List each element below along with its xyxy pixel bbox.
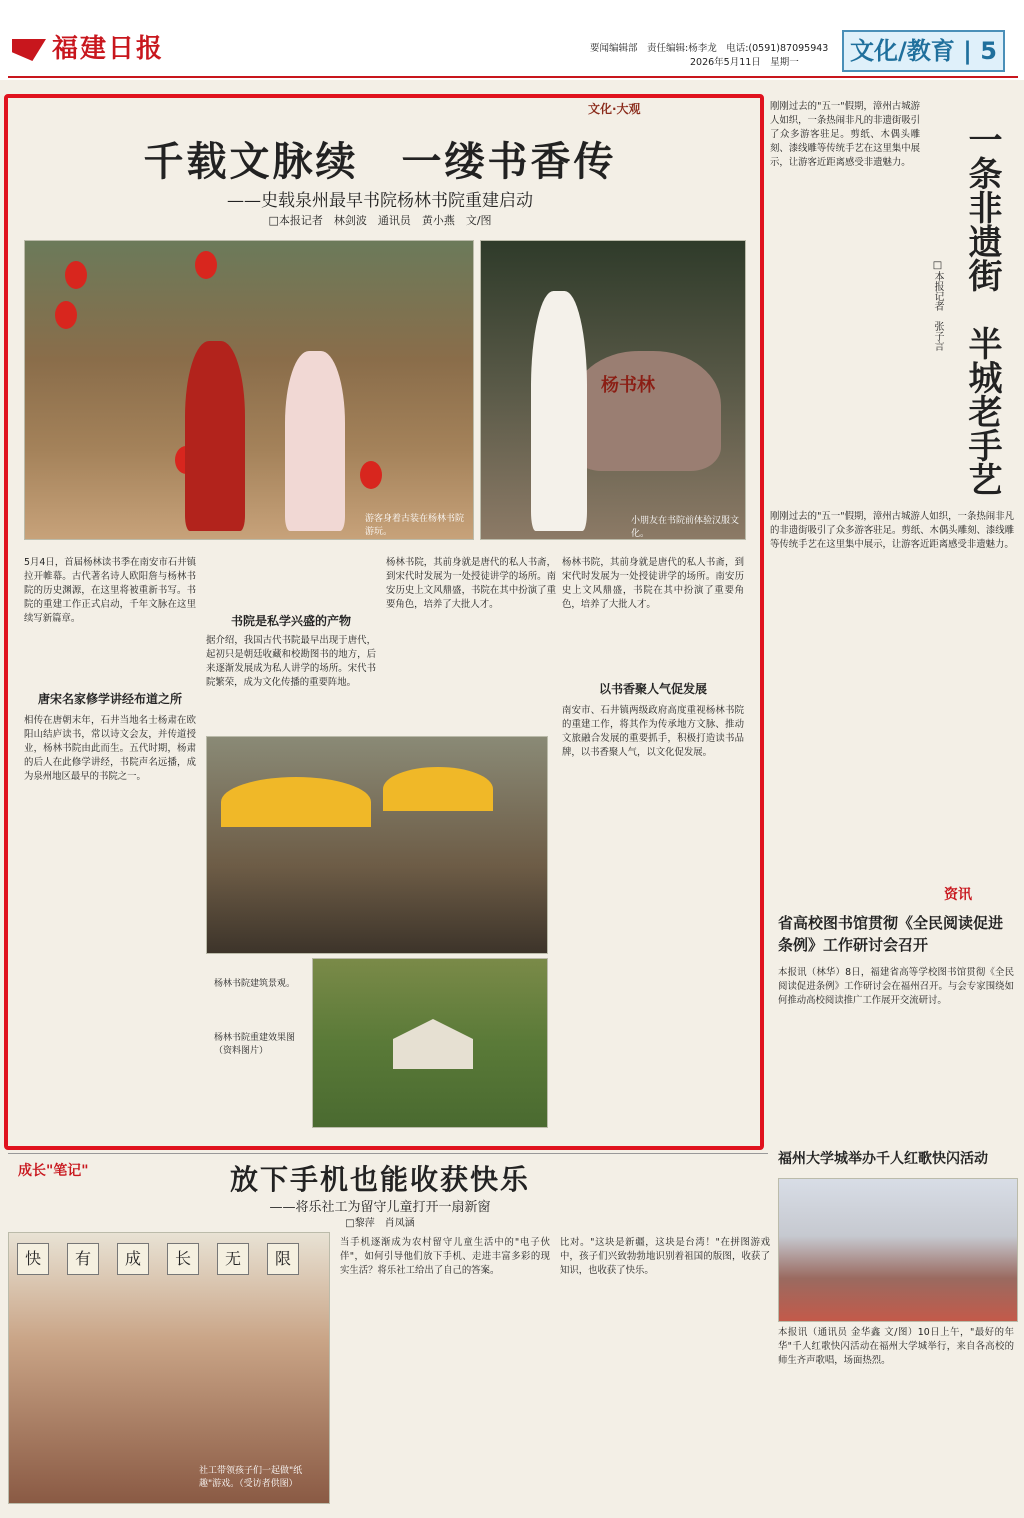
date-line: 2026年5月11日 星期一: [690, 57, 799, 68]
paper-name: 福建日报: [52, 34, 165, 64]
right-body-top: 刚刚过去的"五一"假期，漳州古城游人如织，一条热闹非凡的非遗街吸引了众多游客驻足。剪纸、木偶头雕刻、漆线雕等传统手艺在这里集中展示，让游客近距离感受非遗魅力。: [770, 101, 920, 168]
lead-col-4-top: 杨林书院，其前身就是唐代的私人书斋，到宋代时发展为一处授徒讲学的场所。南安历史上文风鼎盛，书院在其中扮演了重要角色，培养了大批人才。: [562, 557, 744, 610]
news-title: 省高校图书馆贯彻《全民阅读促进条例》工作研讨会召开: [778, 914, 1004, 954]
photo-caption-4: 杨林书院重建效果图（资料图片）: [214, 1033, 296, 1056]
fz-body: 本报讯（通讯员 金华鑫 文/图）10日上午，"最好的年华"千人红歌快闪活动在福州大学城举行，来自各高校的师生齐声歌唱，场面热烈。: [778, 1327, 1014, 1366]
logo-mark-icon: [12, 39, 46, 61]
highlight-frame: [4, 94, 764, 1150]
sign-char: 无: [217, 1243, 249, 1275]
section-label: 文化·大观: [588, 102, 641, 116]
fz-title: 福州大学城举办千人红歌快闪活动: [778, 1151, 988, 1167]
bottom-headline: 放下手机也能收获快乐: [229, 1163, 530, 1196]
bottom-col-1: 当手机逐渐成为农村留守儿童生活中的"电子伙伴"，如何引导他们放下手机、走进丰富多彩的现实生活？将乐社工给出了自己的答案。: [340, 1237, 550, 1276]
lead-byline: □本报记者 林剑波 通讯员 黄小燕 文/图: [268, 214, 492, 227]
news-header: 资讯: [944, 887, 972, 903]
stone-inscription: 杨书林: [601, 375, 655, 396]
photo-kids-activity: [8, 1232, 330, 1504]
sign-char: 限: [267, 1243, 299, 1275]
lead-col-4: 南安市、石井镇两级政府高度重视杨林书院的重建工作，将其作为传承地方文脉、推动文旅融合发展的重要抓手，积极打造读书品牌，以书香聚人气，以文化促发展。: [562, 705, 744, 758]
bottom-byline: □黎萍 肖凤涵: [345, 1218, 415, 1229]
lead-col-2-subtitle: 书院是私学兴盛的产物: [230, 614, 351, 628]
lead-col-3: 杨林书院，其前身就是唐代的私人书斋，到宋代时发展为一处授徒讲学的场所。南安历史上文风鼎盛，书院在其中扮演了重要角色，培养了大批人才。: [386, 557, 556, 610]
bottom-col-2: 比对。"这块是新疆，这块是台湾！"在拼图游戏中，孩子们兴致勃勃地识别着祖国的版图，收获了知识，也收获了快乐。: [560, 1237, 770, 1276]
lead-col-1: 5月4日，首届杨林读书季在南安市石井镇拉开帷幕。古代著名诗人欧阳詹与杨林书院的历史渊源，在这里将被重新书写。书院的重建工作正式启动，千年文脉在这里续写新篇章。: [24, 557, 196, 624]
sign-char: 长: [167, 1243, 199, 1275]
photo-caption-2: 小朋友在书院前体验汉服文化。: [631, 516, 740, 539]
photo-caption-kids: 社工带领孩子们一起做"纸趣"游戏。（受访者供图）: [199, 1466, 303, 1489]
lead-col-4-subtitle: 以书香聚人气促发展: [598, 682, 707, 696]
paper-logo: [12, 28, 164, 65]
column-label: 成长"笔记": [18, 1163, 89, 1179]
news-body: 本报讯（林华）8日，福建省高等学校图书馆贯彻《全民阅读促进条例》工作研讨会在福州召开。与会专家围绕如何推动高校阅读推广工作展开交流研讨。: [778, 967, 1014, 1006]
lead-subheadline: ——史载泉州最早书院杨林书院重建启动: [227, 191, 533, 211]
lead-col-1-subtitle: 唐宋名家修学讲经布道之所: [37, 692, 182, 706]
bottom-divider: [8, 1153, 768, 1154]
lead-col-2: 据介绍，我国古代书院最早出现于唐代，起初只是朝廷收藏和校勘图书的地方，后来逐渐发展成为私人讲学的场所。宋代书院繁荣，成为文化传播的重要阵地。: [206, 635, 376, 688]
sign-char: 快: [17, 1243, 49, 1275]
photo-red-song-flashmob: [778, 1178, 1018, 1322]
right-byline: □本报记者 张子言: [932, 260, 943, 351]
lead-col-1b: 相传在唐朝末年，石井当地名士杨肃在欧阳山结庐读书，常以诗文会友，并传道授业，杨林书院由此而生。五代时期，杨肃的后人在此修学讲经，书院声名远播，成为泉州地区最早的书院之一。: [24, 715, 196, 782]
section-name: 文化/教育: [850, 37, 955, 65]
right-body: 刚刚过去的"五一"假期，漳州古城游人如织，一条热闹非凡的非遗街吸引了众多游客驻足。剪纸、木偶头雕刻、漆线雕等传统手艺在这里集中展示，让游客近距离感受非遗魅力。: [770, 511, 1014, 550]
section-tab: 文化/教育 | 5: [842, 30, 1005, 72]
masthead-rule: [8, 76, 1018, 78]
sign-char: 成: [117, 1243, 149, 1275]
lead-headline: 千载文脉续 一缕书香传: [143, 138, 617, 185]
sign-char: 有: [67, 1243, 99, 1275]
photo-caption-1: 游客身着古装在杨林书院游玩。: [365, 514, 465, 537]
page-number: 5: [980, 37, 997, 65]
photo-caption-3: 杨林书院建筑景观。: [214, 979, 296, 989]
bottom-subheadline: ——将乐社工为留守儿童打开一扇新窗: [269, 1200, 491, 1215]
right-title: 一条非遗街 半城老手艺: [962, 122, 1002, 496]
editors-line: 要闻编辑部 责任编辑:杨李龙 电话:(0591)87095943: [590, 43, 829, 54]
